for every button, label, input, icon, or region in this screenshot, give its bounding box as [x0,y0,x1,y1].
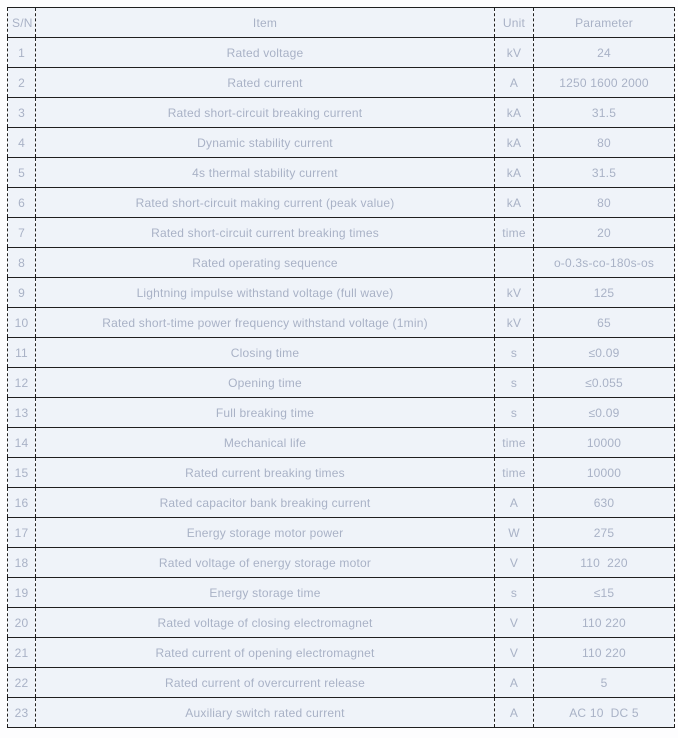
table-row [8,368,675,398]
cell-sn: 23 [8,698,36,728]
cell-unit: V [495,638,534,668]
table-row [8,578,675,608]
cell-item: Dynamic stability current [36,128,495,158]
cell-item: Closing time [36,338,495,368]
cell-sn: 8 [8,248,36,278]
header-parameter: Parameter [534,8,675,38]
table-row [8,698,675,728]
table-row [8,458,675,488]
header-unit: Unit [495,8,534,38]
table-row [8,548,675,578]
cell-unit: kA [495,128,534,158]
cell-item: Mechanical life [36,428,495,458]
cell-sn: 5 [8,158,36,188]
cell-parameter: 31.5 [534,98,675,128]
cell-parameter: 80 [534,188,675,218]
cell-unit: V [495,548,534,578]
table-row [8,158,675,188]
cell-sn: 17 [8,518,36,548]
cell-unit: time [495,218,534,248]
cell-unit [495,248,534,278]
table-row [8,428,675,458]
cell-sn: 7 [8,218,36,248]
cell-parameter: 110 220 [534,638,675,668]
cell-item: 4s thermal stability current [36,158,495,188]
table-row [8,68,675,98]
table-body [8,38,675,728]
cell-sn: 3 [8,98,36,128]
cell-item: Rated current [36,68,495,98]
cell-item: Energy storage time [36,578,495,608]
cell-item: Rated capacitor bank breaking current [36,488,495,518]
cell-parameter: 630 [534,488,675,518]
table-row [8,488,675,518]
cell-item: Rated voltage of closing electromagnet [36,608,495,638]
cell-unit: s [495,578,534,608]
cell-unit: A [495,488,534,518]
table-row [8,98,675,128]
cell-item: Full breaking time [36,398,495,428]
cell-sn: 1 [8,38,36,68]
table-row [8,638,675,668]
header-sn: S/N [8,8,36,38]
cell-unit: V [495,608,534,638]
cell-unit: time [495,428,534,458]
cell-parameter: 20 [534,218,675,248]
cell-sn: 12 [8,368,36,398]
cell-unit: kA [495,188,534,218]
cell-sn: 9 [8,278,36,308]
cell-parameter: o-0.3s-co-180s-os [534,248,675,278]
cell-sn: 19 [8,578,36,608]
cell-sn: 13 [8,398,36,428]
cell-parameter: 10000 [534,458,675,488]
cell-sn: 10 [8,308,36,338]
table-row [8,608,675,638]
header-row [8,8,675,38]
cell-unit: kA [495,158,534,188]
cell-parameter: ≤0.09 [534,338,675,368]
cell-sn: 14 [8,428,36,458]
cell-unit: A [495,668,534,698]
cell-parameter: 80 [534,128,675,158]
cell-unit: s [495,368,534,398]
table-row [8,308,675,338]
table-row [8,218,675,248]
cell-parameter: 1250 1600 2000 [534,68,675,98]
cell-sn: 16 [8,488,36,518]
table-row [8,398,675,428]
cell-unit: time [495,458,534,488]
cell-parameter: AC 10 DC 5 [534,698,675,728]
cell-unit: kV [495,308,534,338]
cell-item: Rated short-circuit making current (peak value) [36,188,495,218]
table-row [8,248,675,278]
cell-unit: kA [495,98,534,128]
table-row [8,38,675,68]
cell-parameter: 31.5 [534,158,675,188]
table-row [8,668,675,698]
cell-parameter: 65 [534,308,675,338]
cell-sn: 4 [8,128,36,158]
cell-parameter: 5 [534,668,675,698]
cell-parameter: 10000 [534,428,675,458]
cell-sn: 15 [8,458,36,488]
cell-parameter: 110 220 [534,548,675,578]
cell-unit: W [495,518,534,548]
cell-sn: 18 [8,548,36,578]
cell-sn: 21 [8,638,36,668]
header-item: Item [36,8,495,38]
cell-sn: 11 [8,338,36,368]
cell-unit: kV [495,38,534,68]
cell-item: Rated short-time power frequency withstand voltage (1min) [36,308,495,338]
cell-unit: A [495,698,534,728]
cell-parameter: ≤15 [534,578,675,608]
table-row [8,128,675,158]
cell-unit: s [495,338,534,368]
cell-parameter: 24 [534,38,675,68]
cell-item: Rated short-circuit current breaking times [36,218,495,248]
table-row [8,188,675,218]
cell-item: Rated current of overcurrent release [36,668,495,698]
cell-unit: kV [495,278,534,308]
cell-item: Energy storage motor power [36,518,495,548]
table-row [8,278,675,308]
cell-parameter: 110 220 [534,608,675,638]
table-header [8,8,675,38]
cell-sn: 6 [8,188,36,218]
cell-item: Lightning impulse withstand voltage (full wave) [36,278,495,308]
cell-unit: s [495,398,534,428]
cell-item: Rated current of opening electromagnet [36,638,495,668]
table-row [8,338,675,368]
cell-item: Rated voltage [36,38,495,68]
cell-item: Rated voltage of energy storage motor [36,548,495,578]
specification-table [7,7,675,728]
cell-parameter: ≤0.055 [534,368,675,398]
cell-parameter: 275 [534,518,675,548]
cell-item: Rated short-circuit breaking current [36,98,495,128]
cell-sn: 20 [8,608,36,638]
cell-item: Opening time [36,368,495,398]
cell-unit: A [495,68,534,98]
cell-sn: 22 [8,668,36,698]
cell-item: Rated current breaking times [36,458,495,488]
table-row [8,518,675,548]
cell-parameter: ≤0.09 [534,398,675,428]
cell-item: Auxiliary switch rated current [36,698,495,728]
cell-parameter: 125 [534,278,675,308]
cell-sn: 2 [8,68,36,98]
cell-item: Rated operating sequence [36,248,495,278]
